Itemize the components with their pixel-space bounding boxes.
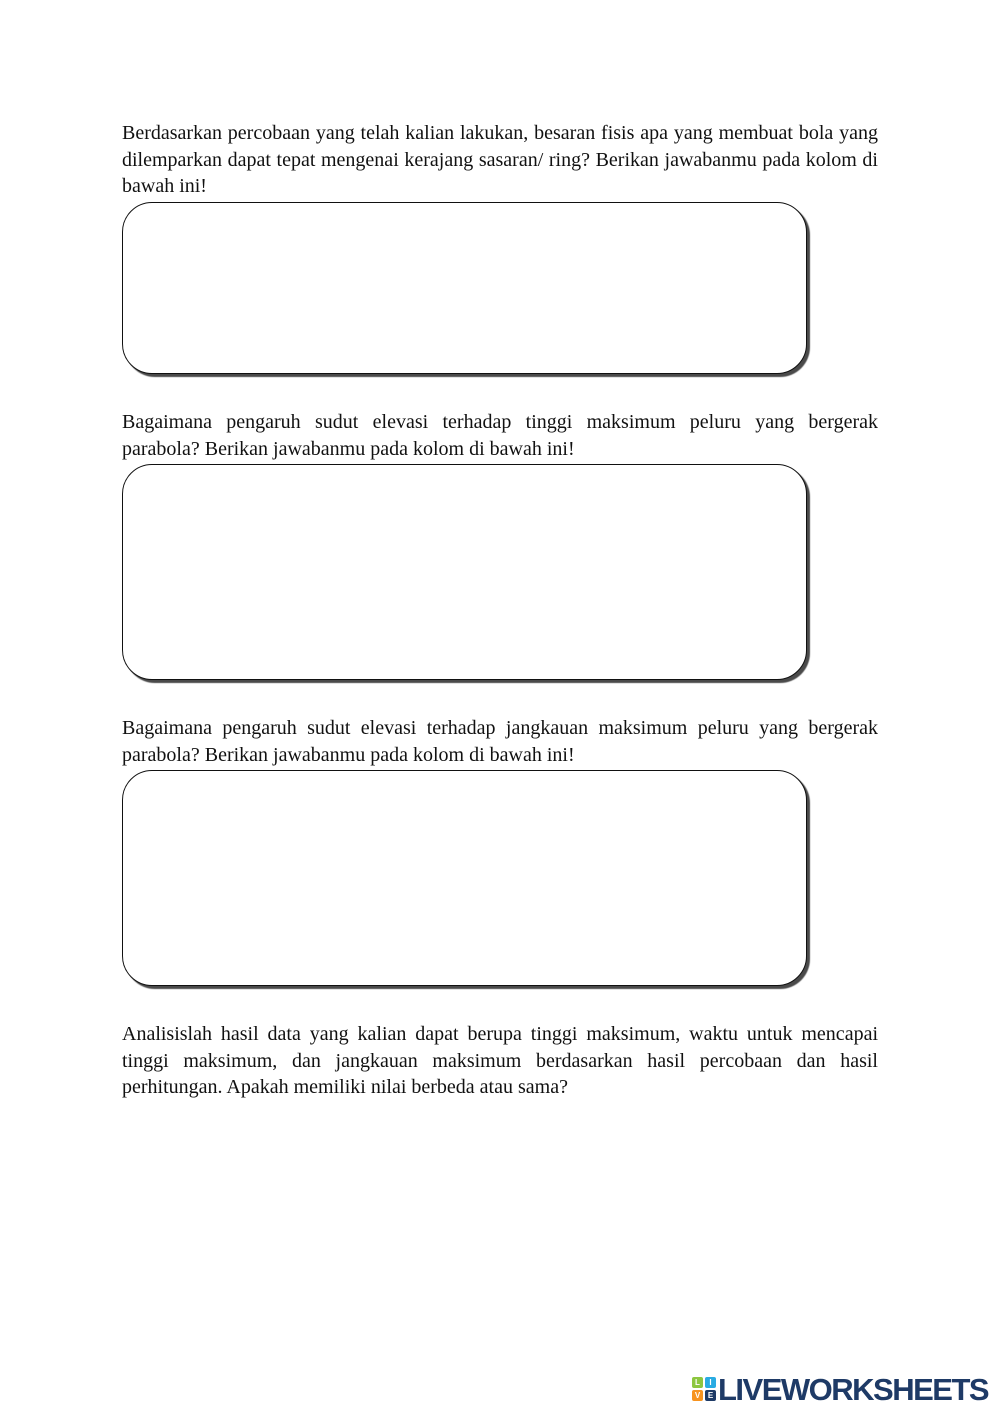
question-3-line-1: Bagaimana pengaruh sudut elevasi terhadap jangkauan maksimum peluru yang bergerak bbox=[122, 717, 878, 739]
liveworksheets-logo bbox=[692, 1374, 992, 1405]
question-2-line-2: parabola? Berikan jawabanmu pada kolom di bawah ini! bbox=[122, 437, 575, 460]
question-3-line-2: parabola? Berikan jawabanmu pada kolom di bawah ini! bbox=[122, 743, 575, 766]
logo-tile-e: E bbox=[705, 1390, 716, 1401]
question-3 bbox=[122, 715, 878, 768]
question-1-line-1: Berdasarkan percobaan yang telah kalian lakukan, besaran fisis apa yang membuat bola yang bbox=[122, 122, 878, 144]
liveworksheets-logo-icon bbox=[692, 1377, 716, 1401]
answer-box-2[interactable] bbox=[122, 464, 807, 680]
question-1-line-2: dilemparkan dapat tepat mengenai kerajang sasaran/ ring? Berikan jawabanmu pada kolom di bbox=[122, 148, 878, 171]
question-1-line-3: bawah ini! bbox=[122, 175, 207, 197]
question-4 bbox=[122, 1021, 878, 1101]
logo-tile-i: I bbox=[705, 1377, 716, 1388]
question-4-line-2: tinggi maksimum, dan jangkauan maksimum berdasarkan hasil percobaan dan hasil bbox=[122, 1049, 878, 1072]
logo-tile-l: L bbox=[692, 1377, 703, 1388]
answer-box-3[interactable] bbox=[122, 770, 807, 986]
logo-text: LIVEWORKSHEETS bbox=[718, 1372, 989, 1407]
question-4-line-3: perhitungan. Apakah memiliki nilai berbeda atau sama? bbox=[122, 1076, 568, 1098]
question-2 bbox=[122, 409, 878, 462]
question-1 bbox=[122, 120, 878, 200]
question-4-line-1: Analisislah hasil data yang kalian dapat berupa tinggi maksimum, waktu untuk mencapai bbox=[122, 1023, 878, 1045]
logo-tile-v: V bbox=[692, 1390, 703, 1401]
question-2-line-1: Bagaimana pengaruh sudut elevasi terhadap tinggi maksimum peluru yang bergerak bbox=[122, 411, 878, 433]
answer-box-1[interactable] bbox=[122, 202, 807, 374]
